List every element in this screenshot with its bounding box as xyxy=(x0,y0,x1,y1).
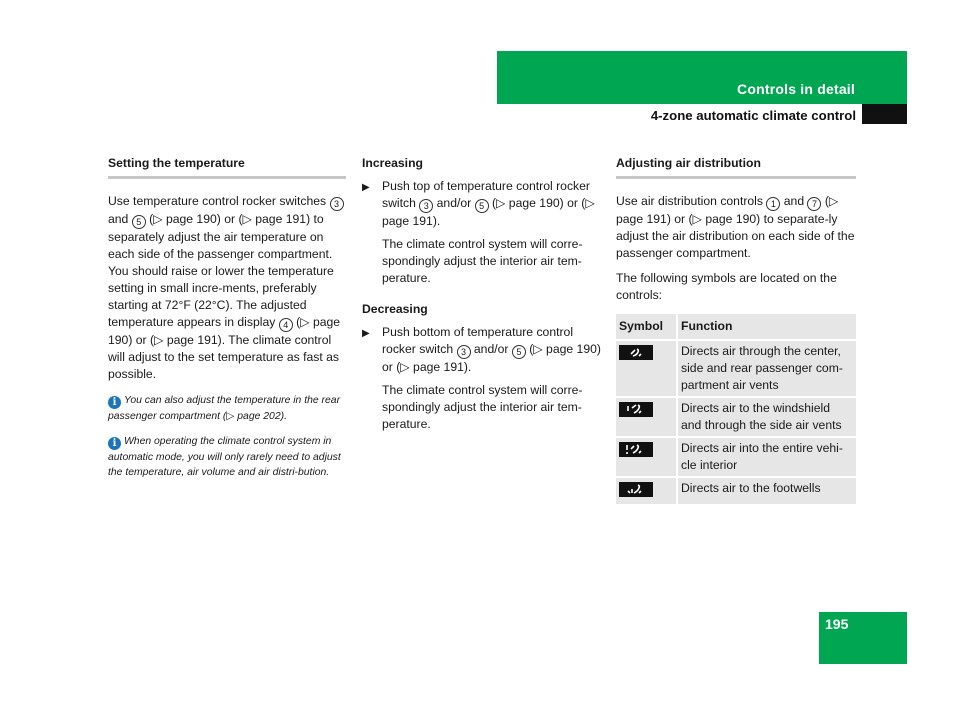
air-footwell-icon xyxy=(619,482,653,497)
table-header-row xyxy=(616,314,856,339)
info-icon: i xyxy=(108,437,121,450)
heading-air-distribution: Adjusting air distribution xyxy=(616,155,856,179)
paragraph-setting-temperature: Use temperature control rocker switches 3 and 5 (▷ page 190) or (▷ page 191) to separately adjust the air temperature on each side of the passenger compartment. You should raise or lower the temperature setting in small incre-ments, preferably starting at 72°F (22°C). The adjusted temperature appears in display 4 (▷ page 190) or (▷ page 191). The climate control will adjust to the set temperature as fast as possible. xyxy=(108,193,346,383)
callout-5: 5 xyxy=(132,215,146,229)
note-rear-temperature: i You can also adjust the temperature in the rear passenger compartment (▷ page 202). xyxy=(108,395,341,422)
callout-1: 1 xyxy=(766,197,780,211)
bullet-arrow-icon: ▶ xyxy=(362,328,370,339)
note-automatic-mode: i When operating the climate control system in automatic mode, you will only rarely need to adjust the temperature, air volume and air distri-bution. xyxy=(108,436,341,479)
column-increasing-decreasing xyxy=(362,155,602,441)
function-cell: Directs air into the entire vehi-cle interior xyxy=(678,438,856,476)
step-increase: ▶ Push top of temperature control rocker switch 3 and/or 5 (▷ page 190) or (▷ page 191). xyxy=(362,179,595,228)
column-air-distribution xyxy=(616,155,856,506)
header-function: Function xyxy=(678,314,856,339)
result-increase: The climate control system will corre-spondingly adjust the interior air tem-perature. xyxy=(382,237,583,285)
heading-setting-temperature: Setting the temperature xyxy=(108,155,346,179)
air-windshield-side-icon xyxy=(619,402,653,417)
paragraph-air-distribution: Use air distribution controls 1 and 7 (▷ page 191) or (▷ page 190) to separate-ly adjust the air distribution on each side of the passenger compartment. xyxy=(616,194,855,260)
symbols-table xyxy=(616,312,856,506)
paragraph-symbols-intro: The following symbols are located on the controls: xyxy=(616,271,837,302)
function-cell: Directs air to the footwells xyxy=(678,478,856,504)
header-bar xyxy=(497,51,907,104)
page-subtitle: 4-zone automatic climate control xyxy=(650,108,856,123)
page-number-box xyxy=(819,612,907,664)
function-cell: Directs air to the windshield and through the side air vents xyxy=(678,398,856,436)
table-row xyxy=(616,398,856,436)
page-number: 195 xyxy=(825,616,849,632)
table-row xyxy=(616,341,856,396)
info-icon: i xyxy=(108,396,121,409)
callout-4: 4 xyxy=(279,318,293,332)
function-cell: Directs air through the center, side and rear passenger com-partment air vents xyxy=(678,341,856,396)
callout-7: 7 xyxy=(807,197,821,211)
header-symbol: Symbol xyxy=(616,314,678,339)
step-decrease: ▶ Push bottom of temperature control rocker switch 3 and/or 5 (▷ page 190) or (▷ page 191). xyxy=(362,325,601,374)
table-row xyxy=(616,478,856,504)
callout-3: 3 xyxy=(330,197,344,211)
air-entire-interior-icon xyxy=(619,442,653,457)
bullet-arrow-icon: ▶ xyxy=(362,182,370,193)
heading-increasing: Increasing xyxy=(362,156,423,170)
result-decrease: The climate control system will corre-spondingly adjust the interior air tem-perature. xyxy=(382,383,583,431)
section-title: Controls in detail xyxy=(737,81,855,97)
air-center-side-rear-icon xyxy=(619,345,653,360)
table-row xyxy=(616,438,856,476)
heading-decreasing: Decreasing xyxy=(362,302,428,316)
column-setting-temperature xyxy=(108,155,346,481)
header-marker xyxy=(862,104,907,124)
